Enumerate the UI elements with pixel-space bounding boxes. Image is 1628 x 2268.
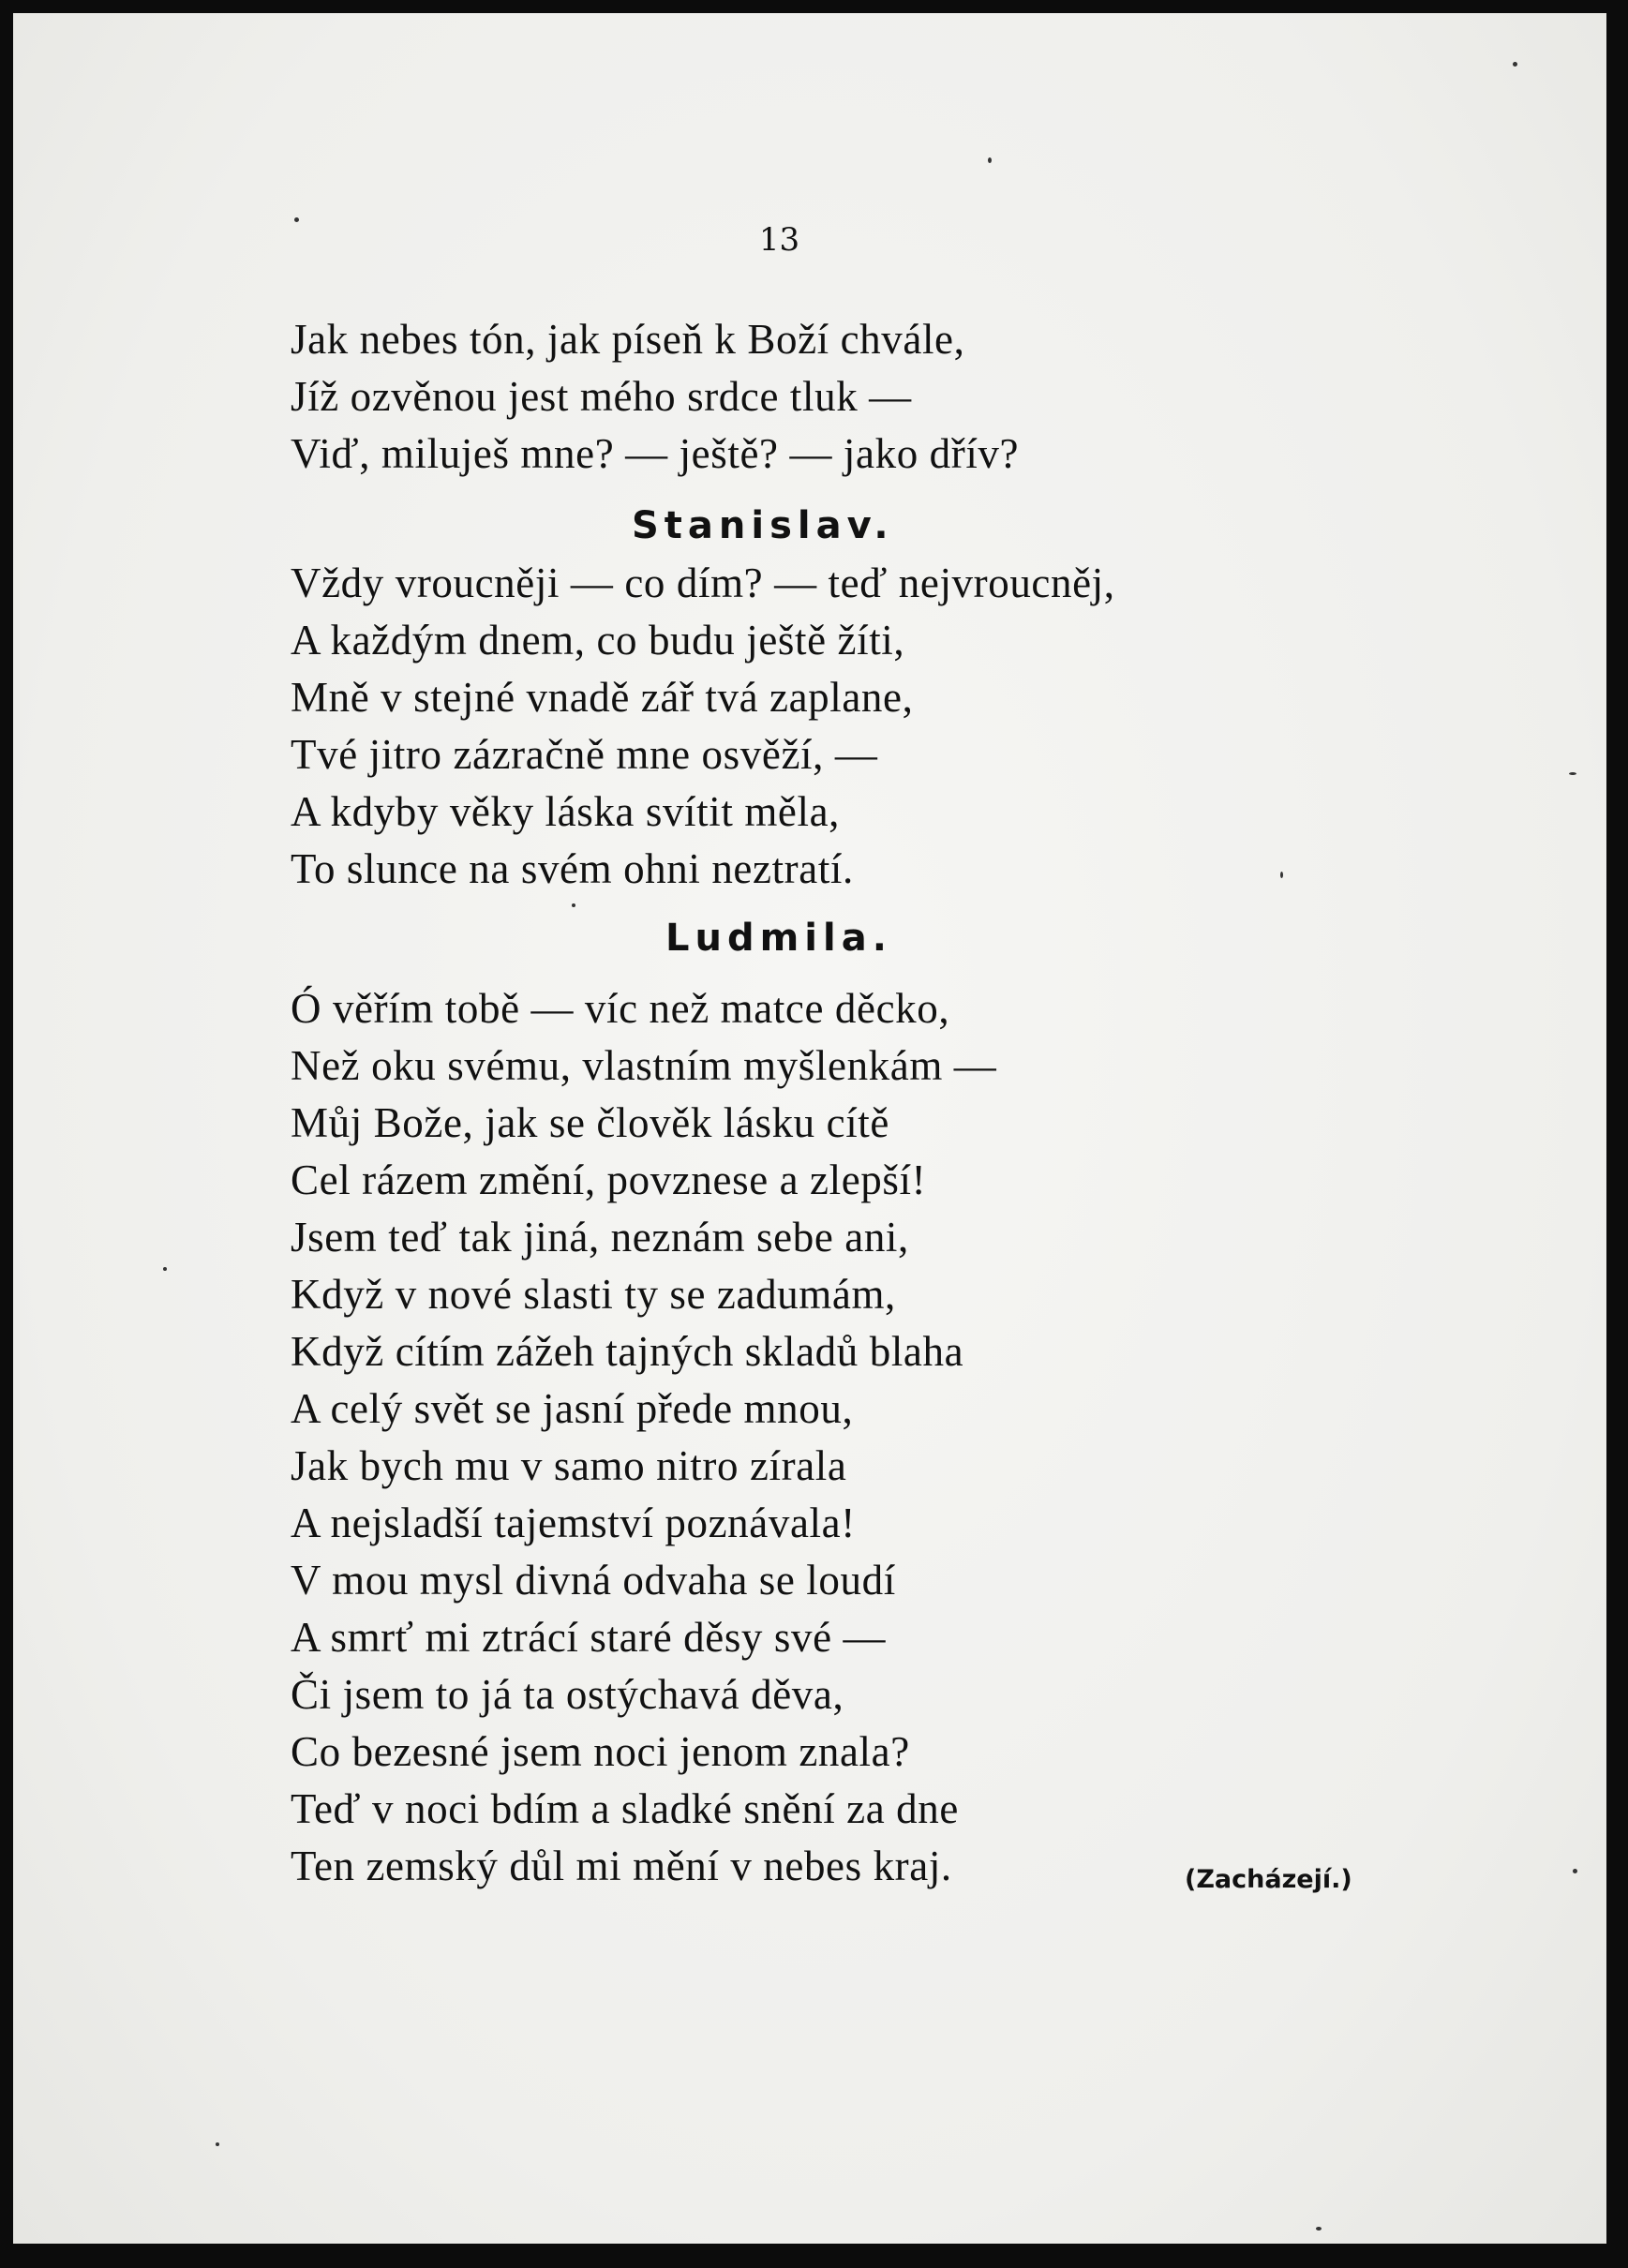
verse-line: Co bezesné jsem noci jenom znala? (291, 1728, 910, 1775)
print-speck (572, 903, 575, 907)
print-speck (1513, 62, 1517, 67)
verse-line: Teď v noci bdím a sladké snění za dne (291, 1785, 959, 1832)
verse-line: A každým dnem, co budu ještě žíti, (291, 617, 905, 664)
verse-line: Jsem teď tak jiná, neznám sebe ani, (291, 1214, 909, 1261)
verse-line: Jak nebes tón, jak píseň k Boží chvále, (291, 316, 965, 363)
verse-line: Můj Bože, jak se člověk lásku cítě (291, 1099, 889, 1146)
verse-block-3 (291, 980, 996, 1895)
verse-line: Či jsem to já ta ostýchavá děva, (291, 1671, 844, 1718)
page-number: 13 (758, 221, 800, 259)
verse-line: Když cítím zážeh tajných skladů blaha (291, 1328, 964, 1375)
verse-block-2 (291, 555, 1115, 898)
verse-line: Jak bych mu v samo nitro zírala (291, 1442, 847, 1489)
verse-line: V mou mysl divná odvaha se loudí (291, 1557, 896, 1604)
print-speck (163, 1267, 167, 1271)
speaker-name-stanislav: Stanislav. (632, 504, 894, 547)
verse-line: A smrť mi ztrácí staré děsy své — (291, 1614, 887, 1661)
verse-line: Mně v stejné vnadě zář tvá zaplane, (291, 674, 914, 721)
print-speck (294, 217, 299, 222)
verse-line: Než oku svému, vlastním myšlenkám — (291, 1042, 997, 1089)
stage-direction-text: (Zacházejí.) (1185, 1865, 1352, 1894)
verse-line: Ó věřím tobě — víc než matce děcko, (291, 985, 950, 1032)
print-speck (1569, 772, 1576, 775)
verse-line: A kdyby věky láska svítit měla, (291, 788, 841, 835)
verse-line: Viď, miluješ mne? — ještě? — jako dřív? (291, 430, 1020, 477)
verse-line: To slunce na svém ohni neztratí. (291, 845, 854, 892)
stage-direction (1160, 1854, 1352, 1897)
print-speck (216, 2142, 219, 2146)
print-speck (1573, 1869, 1577, 1873)
verse-block-1 (291, 311, 1019, 483)
print-speck (988, 157, 992, 163)
verse-line: Jíž ozvěnou jest mého srdce tluk — (291, 373, 912, 420)
print-speck (1316, 2227, 1322, 2231)
verse-line: Cel rázem změní, povznese a zlepší! (291, 1156, 927, 1203)
verse-line: Když v nové slasti ty se zadumám, (291, 1271, 896, 1318)
print-speck (1280, 872, 1283, 878)
speaker-name-ludmila: Ludmila. (665, 917, 892, 960)
book-page (13, 13, 1606, 2244)
verse-line: Vždy vroucněji — co dím? — teď nejvroucněj, (291, 560, 1115, 606)
verse-line: Tvé jitro zázračně mne osvěží, — (291, 731, 878, 778)
verse-line: Ten zemský důl mi mění v nebes kraj. (291, 1843, 952, 1889)
verse-line: A nejsladší tajemství poznávala! (291, 1500, 856, 1546)
verse-line: A celý svět se jasní přede mnou, (291, 1385, 854, 1432)
